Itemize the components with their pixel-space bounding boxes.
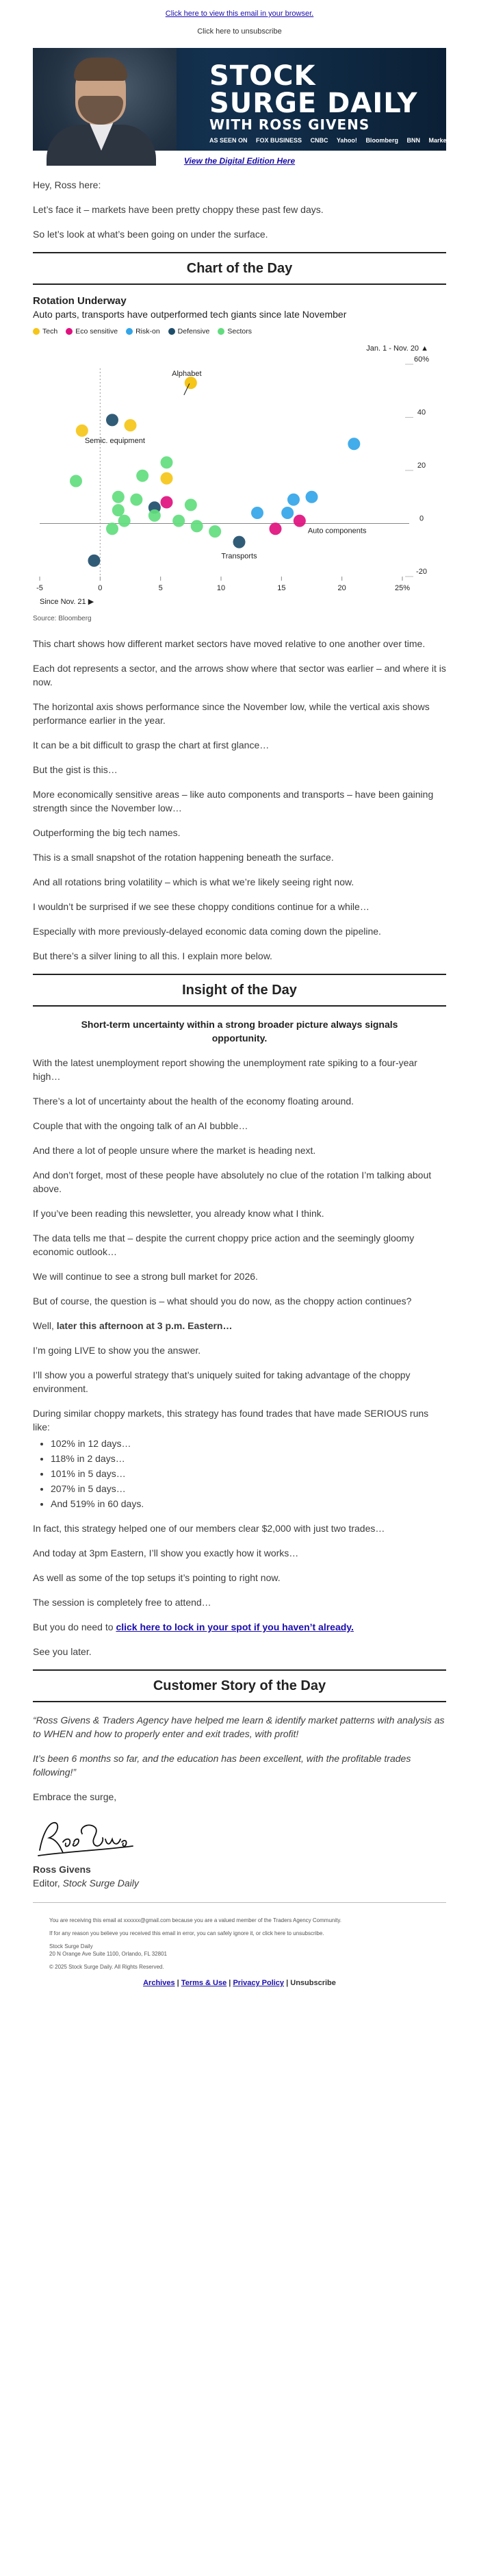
legend-swatch	[168, 328, 175, 335]
data-point	[172, 515, 185, 527]
insight-of-the-day-heading: Insight of the Day	[182, 983, 297, 998]
data-point	[76, 425, 88, 437]
body-paragraph: And today at 3pm Eastern, I’ll show you exactly how it works…	[33, 1548, 299, 1558]
body-paragraph: The session is completely free to attend…	[33, 1597, 211, 1608]
body-paragraph: Especially with more previously-delayed economic data coming down the pipeline.	[33, 926, 381, 937]
legend-swatch	[66, 328, 73, 335]
terms-link[interactable]: Terms & Use	[181, 1979, 227, 1987]
section-divider	[33, 1005, 446, 1007]
body-paragraph: It can be a bit difficult to grasp the chart at first glance…	[33, 740, 270, 750]
body-paragraph: In fact, this strategy helped one of our members clear $2,000 with just two trades…	[33, 1523, 385, 1534]
body-paragraph: And all rotations bring volatility – which is what we’re likely seeing right now.	[33, 876, 354, 887]
body-paragraph: I’ll show you a powerful strategy that’s uniquely suited for taking advantage of the choppy environment.	[33, 1369, 411, 1394]
legend-swatch	[33, 328, 40, 335]
data-point	[191, 520, 203, 532]
archives-link[interactable]: Archives	[143, 1979, 175, 1987]
testimonial-quote: “Ross Givens & Traders Agency have helped me learn & identify market patterns with analysis as to WHEN and how to properly enter and exit trades, with profit!	[33, 1715, 445, 1739]
legend-swatch	[126, 328, 133, 335]
as-seen-on-label: AS SEEN ON	[209, 137, 248, 144]
body-paragraph: I wouldn’t be surprised if we see these choppy conditions continue for a while…	[33, 901, 370, 912]
runs-list	[33, 1437, 446, 1511]
live-prefix: Well,	[33, 1320, 57, 1331]
y-tick-label: 20	[417, 462, 426, 470]
legend-item	[126, 325, 160, 338]
author-role	[33, 1876, 446, 1890]
body-paragraph: The horizontal axis shows performance since the November low, while the vertical axis shows performance earlier in the year.	[33, 701, 430, 726]
x-tick-label: 10	[216, 584, 226, 592]
data-point	[148, 509, 161, 522]
data-point	[287, 494, 300, 506]
signature-image	[33, 1815, 446, 1862]
data-point	[70, 475, 82, 488]
live-time: later this afternoon at 3 p.m. Eastern…	[56, 1320, 233, 1331]
legend-label: Defensive	[177, 327, 210, 336]
x-tick-label: 25%	[394, 584, 411, 592]
outlet-logo: FOX BUSINESS	[256, 137, 302, 144]
list-item: • 101% in 5 days…	[51, 1467, 446, 1480]
email-body	[0, 178, 479, 1903]
banner-title-line1: STOCK	[209, 60, 316, 92]
banner-title-line2: SURGE DAILY	[209, 88, 418, 119]
body-paragraph: If you’ve been reading this newsletter, you already know what I think.	[33, 1208, 324, 1219]
legend-label: Sectors	[227, 327, 252, 336]
data-point	[130, 494, 142, 506]
annotation-label: Transports	[221, 552, 257, 561]
host-photo	[33, 48, 177, 151]
cta-paragraph	[33, 1620, 446, 1634]
outlet-logo: BNN	[406, 137, 420, 144]
register-link[interactable]: click here to lock in your spot if you haven’t already.	[116, 1621, 354, 1632]
body-paragraph: With the latest unemployment report showing the unemployment rate spiking to a four-year high…	[33, 1057, 417, 1082]
header-banner	[33, 48, 467, 151]
data-point	[161, 472, 173, 485]
body-paragraph: Couple that with the ongoing talk of an AI bubble…	[33, 1120, 248, 1131]
body-paragraph: We will continue to see a strong bull market for 2026.	[33, 1271, 258, 1282]
x-tick-label: -5	[36, 584, 43, 592]
author-name: Ross Givens	[33, 1864, 91, 1875]
author-role-prefix: Editor,	[33, 1878, 63, 1889]
data-point	[270, 522, 282, 535]
list-item: • And 519% in 60 days.	[51, 1497, 446, 1511]
insight-subheading: Short-term uncertainty within a strong broader picture always signals opportunity.	[81, 1019, 398, 1044]
closing-line: See you later.	[33, 1646, 92, 1657]
data-point	[185, 498, 197, 511]
body-paragraph: I’m going LIVE to show you the answer.	[33, 1345, 201, 1356]
preheader	[0, 0, 479, 37]
footer-copyright: © 2025 Stock Surge Daily. All Rights Reserved.	[49, 1964, 164, 1970]
data-point	[185, 377, 197, 389]
chart-source: Source: Bloomberg	[33, 615, 92, 622]
greeting: Hey, Ross here:	[33, 179, 101, 190]
footer-links: Archives | Terms & Use | Privacy Policy | Unsubscribe	[143, 1979, 336, 1987]
body-paragraph: And there a lot of people unsure where the market is heading next.	[33, 1145, 316, 1156]
body-paragraph: As well as some of the top setups it’s pointing to right now.	[33, 1572, 281, 1583]
legend-item	[168, 325, 210, 338]
intro-paragraph: Let’s face it – markets have been pretty choppy these past few days.	[33, 204, 324, 215]
section-divider	[33, 1701, 446, 1702]
y-tick-label: 0	[419, 514, 424, 523]
outlet-logo: MarketWatch	[428, 137, 467, 144]
signoff: Embrace the surge,	[33, 1791, 117, 1802]
outlet-logo: CNBC	[310, 137, 328, 144]
footer	[0, 1903, 479, 1971]
body-paragraph: During similar choppy markets, this strategy has found trades that have made SERIOUS runs like:	[33, 1408, 429, 1432]
y-tick-label: 40	[417, 408, 426, 417]
data-point	[112, 491, 125, 503]
legend-item	[66, 325, 118, 338]
y-tick-label: 60%	[413, 355, 430, 364]
data-point	[125, 419, 137, 431]
scatter-chart	[33, 338, 446, 612]
customer-story-heading: Customer Story of the Day	[153, 1678, 326, 1693]
chart-of-the-day-heading: Chart of the Day	[186, 261, 293, 276]
body-paragraph: This chart shows how different market sectors have moved relative to one another over time.	[33, 638, 426, 649]
chart-legend	[33, 325, 446, 338]
unsubscribe-top-link[interactable]: Click here to unsubscribe	[197, 27, 282, 36]
section-divider	[33, 252, 446, 253]
body-paragraph: But of course, the question is – what should you do now, as the choppy action continues?	[33, 1296, 412, 1306]
as-seen-on-strip	[209, 137, 474, 144]
body-paragraph: This is a small snapshot of the rotation happening beneath the surface.	[33, 852, 334, 863]
unsubscribe-footer-link[interactable]: Unsubscribe	[290, 1979, 336, 1987]
body-paragraph: But there’s a silver lining to all this. I explain more below.	[33, 950, 272, 961]
cta-prefix: But you do need to	[33, 1621, 116, 1632]
intro-paragraph: So let’s look at what’s been going on under the surface.	[33, 229, 268, 240]
legend-label: Risk-on	[135, 327, 160, 336]
legend-label: Tech	[42, 327, 58, 336]
data-point	[106, 414, 118, 426]
body-paragraph: More economically sensitive areas – like auto components and transports – have been gaining strength since the November low…	[33, 789, 434, 813]
x-axis-label: Since Nov. 21 ▶	[40, 598, 94, 606]
testimonial-quote: It’s been 6 months so far, and the education has been excellent, with the profitable trades following!”	[33, 1753, 411, 1778]
data-point	[112, 504, 125, 516]
legend-item	[33, 325, 57, 338]
section-divider	[33, 1669, 446, 1671]
x-tick-label: 5	[158, 584, 163, 592]
x-tick-label: 15	[277, 584, 286, 592]
y-axis-label: Jan. 1 - Nov. 20 ▲	[366, 344, 428, 353]
data-point	[136, 470, 148, 482]
data-point	[306, 491, 318, 503]
list-item: • 207% in 5 days…	[51, 1482, 446, 1495]
privacy-link[interactable]: Privacy Policy	[233, 1979, 285, 1987]
data-point	[161, 456, 173, 468]
section-divider	[33, 974, 446, 975]
list-item: • 102% in 12 days…	[51, 1437, 446, 1450]
chart-subtitle: Auto parts, transports have outperformed tech giants since late November	[33, 309, 347, 320]
data-point	[118, 515, 131, 527]
data-point	[251, 507, 263, 519]
chart-figure	[33, 294, 446, 626]
body-paragraph: Each dot represents a sector, and the arrows show where that sector was earlier – and where it is now.	[33, 663, 446, 687]
digital-edition-link[interactable]: View the Digital Edition Here	[183, 156, 296, 166]
body-paragraph: Outperforming the big tech names.	[33, 827, 181, 838]
data-point	[281, 507, 294, 519]
live-announcement	[33, 1319, 446, 1333]
view-in-browser-link[interactable]: Click here to view this email in your browser.	[165, 10, 314, 18]
body-paragraph: The data tells me that – despite the current choppy price action and the seemingly gloomy economic outlook…	[33, 1233, 415, 1257]
outlet-logo: Bloomberg	[365, 137, 398, 144]
section-divider	[33, 283, 446, 285]
data-point	[294, 515, 306, 527]
footer-notice: If for any reason you believe you received this email in error, you can safely ignore it, or click here to unsubscribe.	[49, 1930, 324, 1936]
annotation-label: Auto components	[307, 527, 367, 535]
body-paragraph: There’s a lot of uncertainty about the health of the economy floating around.	[33, 1096, 354, 1107]
legend-swatch	[218, 328, 224, 335]
data-point	[161, 496, 173, 509]
y-tick-label: -20	[416, 568, 427, 576]
banner-subtitle: WITH ROSS GIVENS	[209, 116, 370, 133]
data-point	[233, 536, 246, 548]
footer-address: 20 N Orange Ave Suite 1100, Orlando, FL 32801	[49, 1951, 167, 1957]
outlet-logo: Yahoo!	[336, 137, 357, 144]
x-tick-label: 20	[337, 584, 346, 592]
data-point	[348, 438, 360, 450]
annotation-label: Semic. equipment	[84, 436, 145, 445]
footer-company: Stock Surge Daily	[49, 1943, 93, 1949]
body-paragraph: But the gist is this…	[33, 764, 118, 775]
legend-item	[218, 325, 252, 338]
footer-notice: You are receiving this email at xxxxxx@gmail.com because you are a valued member of the Traders Agency Community.	[49, 1917, 341, 1923]
list-item: • 118% in 2 days…	[51, 1452, 446, 1465]
x-tick-label: 0	[98, 584, 103, 592]
legend-label: Eco sensitive	[75, 327, 118, 336]
chart-title: Rotation Underway	[33, 295, 127, 307]
annotation-label: Alphabet	[172, 370, 202, 378]
data-point	[106, 522, 118, 535]
data-point	[209, 525, 221, 538]
data-point	[88, 555, 101, 567]
body-paragraph: And don’t forget, most of these people have absolutely no clue of the rotation I’m talking about above.	[33, 1170, 432, 1194]
publication-name: Stock Surge Daily	[62, 1878, 139, 1889]
chart-explanation	[33, 637, 446, 963]
